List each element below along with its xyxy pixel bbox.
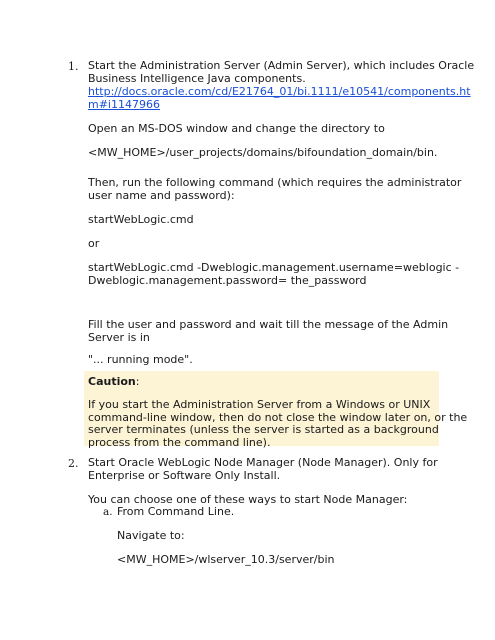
instruction-text: user name and password): [88, 189, 235, 202]
step-title-line: Start the Administration Server (Admin Server), which includes Oracle [88, 59, 475, 72]
directory-path: <MW_HOME>/user_projects/domains/bifoundation_domain/bin. [88, 146, 438, 159]
instruction-text: Then, run the following command (which requires the administrator [88, 176, 462, 189]
caution-text-line: process from the command line). [88, 436, 271, 449]
directory-path: <MW_HOME>/wlserver_10.3/server/bin [117, 553, 335, 566]
substep-letter: a. [103, 506, 113, 518]
caution-text-line: server terminates (unless the server is started as a background [88, 423, 439, 436]
caution-text-line: command-line window, then do not close the window later on, or the [88, 411, 468, 424]
instruction-text: Fill the user and password and wait till the message of the Admin [88, 318, 449, 331]
step-number: 2. [68, 457, 79, 470]
caution-label: Caution [88, 375, 136, 388]
command-text: startWebLogic.cmd -Dweblogic.management.username=weblogic - [88, 261, 460, 274]
instruction-text: Open an MS-DOS window and change the directory to [88, 122, 385, 135]
caution-text-line: If you start the Administration Server from a Windows or UNIX [88, 398, 431, 411]
running-mode-text: "... running mode". [88, 353, 193, 366]
documentation-link[interactable]: http://docs.oracle.com/cd/E21764_01/bi.1111/e10541/components.ht [88, 85, 471, 98]
command-text: Dweblogic.management.password= the_password [88, 274, 367, 287]
step-title-line: Enterprise or Software Only Install. [88, 469, 281, 482]
step-number: 1. [68, 60, 79, 73]
instruction-text: You can choose one of these ways to start Node Manager: [88, 493, 408, 506]
step-title-line: Start Oracle WebLogic Node Manager (Node Manager). Only for [88, 456, 438, 469]
instruction-text: Server is in [88, 331, 150, 344]
step-title-line: Business Intelligence Java components. [88, 72, 306, 85]
caution-colon: : [135, 375, 140, 388]
documentation-link[interactable]: m#i1147966 [88, 98, 160, 111]
caution-heading [88, 375, 139, 388]
instruction-text: Navigate to: [117, 529, 185, 542]
substep-title: From Command Line. [117, 505, 235, 518]
or-text: or [88, 237, 100, 250]
command-text: startWebLogic.cmd [88, 213, 194, 226]
